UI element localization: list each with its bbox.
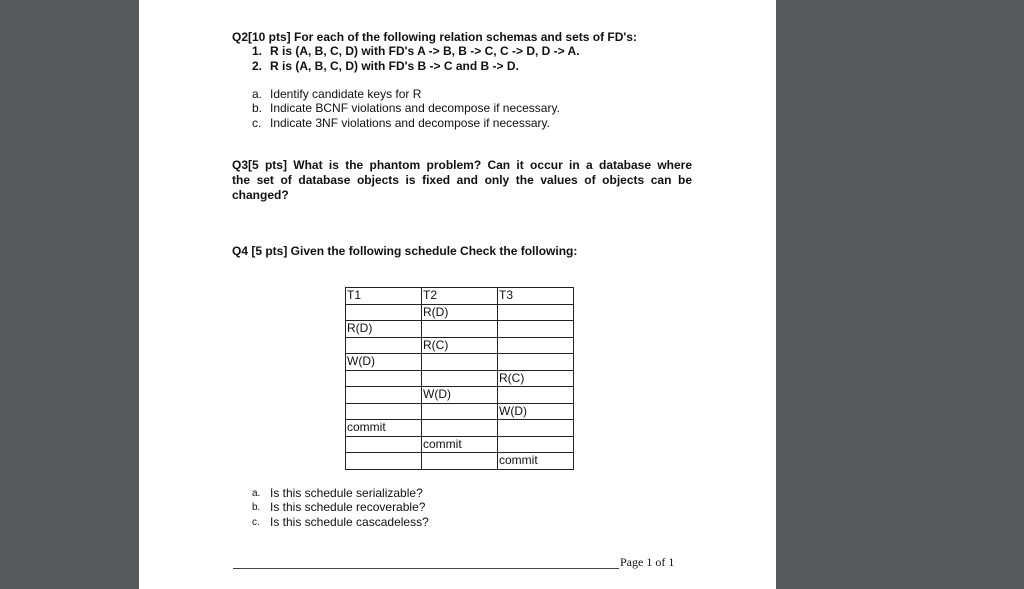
table-cell: W(D) <box>422 387 498 404</box>
table-cell: R(C) <box>498 370 574 387</box>
table-cell <box>422 321 498 338</box>
table-cell <box>498 420 574 437</box>
table-row <box>346 337 574 354</box>
table-cell <box>346 403 422 420</box>
q4-question-a-text: Is this schedule serializable? <box>270 486 423 500</box>
table-row <box>346 354 574 371</box>
table-row <box>346 420 574 437</box>
q2-schema-1-text: R is (A, B, C, D) with FD's A -> B, B -> C, C -> D, D -> A. <box>270 44 580 58</box>
q2-task-a-text: Identify candidate keys for R <box>270 87 422 101</box>
q2-task-c-letter: c. <box>252 116 262 130</box>
table-row <box>346 403 574 420</box>
schedule-table <box>345 287 574 470</box>
q3-line-3: changed? <box>232 188 289 202</box>
footer-rule <box>233 568 619 569</box>
table-cell: W(D) <box>498 403 574 420</box>
table-row <box>346 370 574 387</box>
table-cell <box>498 387 574 404</box>
q4-heading: Q4 [5 pts] Given the following schedule Check the following: <box>232 244 578 258</box>
table-row <box>346 387 574 404</box>
table-cell <box>422 370 498 387</box>
q3-paragraph <box>232 158 692 203</box>
q2-task-b-text: Indicate BCNF violations and decompose if necessary. <box>270 101 560 115</box>
table-cell <box>422 354 498 371</box>
table-cell <box>498 321 574 338</box>
q4-question-b-text: Is this schedule recoverable? <box>270 500 426 514</box>
table-cell <box>346 453 422 470</box>
q2-task-a-letter: a. <box>252 87 263 101</box>
table-row <box>346 436 574 453</box>
table-cell <box>498 304 574 321</box>
header-t3: T3 <box>498 288 574 305</box>
header-t1: T1 <box>346 288 422 305</box>
table-cell <box>422 453 498 470</box>
table-cell: R(D) <box>422 304 498 321</box>
q2-task-c-text: Indicate 3NF violations and decompose if necessary. <box>270 116 550 130</box>
table-cell: commit <box>498 453 574 470</box>
q2-schema-1-num: 1. <box>252 44 263 58</box>
q3-line-2: the set of database objects is fixed and only the values of objects can be <box>232 173 692 187</box>
table-row <box>346 304 574 321</box>
table-cell <box>346 387 422 404</box>
q4-question-a-letter: a. <box>252 488 261 499</box>
table-row <box>346 453 574 470</box>
q4-question-c-letter: c. <box>252 517 260 528</box>
table-cell <box>346 337 422 354</box>
q2-schema-2-text: R is (A, B, C, D) with FD's B -> C and B -> D. <box>270 59 519 73</box>
q2-schema-2-num: 2. <box>252 59 263 73</box>
table-cell <box>498 436 574 453</box>
table-cell: R(D) <box>346 321 422 338</box>
page-number: Page 1 of 1 <box>620 555 675 569</box>
table-row <box>346 321 574 338</box>
table-cell: R(C) <box>422 337 498 354</box>
table-cell: commit <box>346 420 422 437</box>
table-cell <box>498 337 574 354</box>
q3-line-1: Q3[5 pts] What is the phantom problem? Can it occur in a database where <box>232 158 692 172</box>
q4-question-b-letter: b. <box>252 502 261 513</box>
table-cell <box>346 304 422 321</box>
table-cell <box>346 436 422 453</box>
table-cell <box>346 370 422 387</box>
q2-heading: Q2[10 pts] For each of the following relation schemas and sets of FD's: <box>232 30 637 44</box>
table-cell <box>498 354 574 371</box>
document-page <box>139 0 776 589</box>
header-t2: T2 <box>422 288 498 305</box>
table-cell: W(D) <box>346 354 422 371</box>
table-cell <box>422 403 498 420</box>
schedule-header-row <box>346 288 574 305</box>
q2-task-b-letter: b. <box>252 101 263 115</box>
table-cell: commit <box>422 436 498 453</box>
table-cell <box>422 420 498 437</box>
q4-question-c-text: Is this schedule cascadeless? <box>270 515 429 529</box>
